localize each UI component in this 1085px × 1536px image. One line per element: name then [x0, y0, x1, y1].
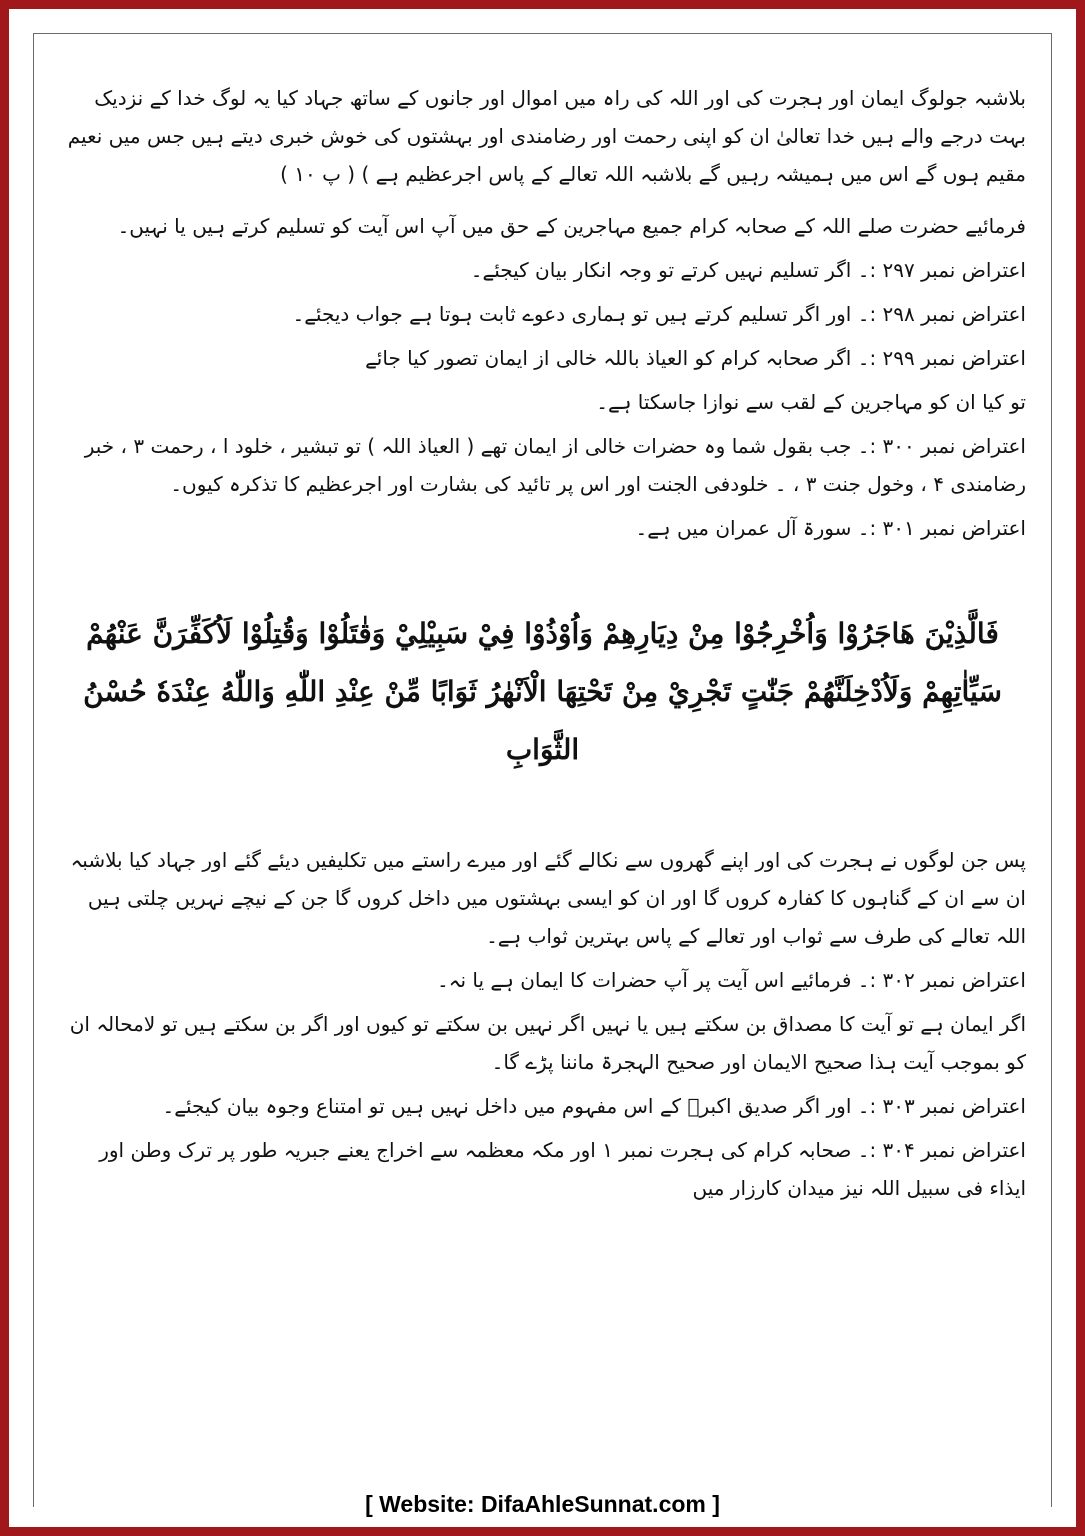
quran-verse: فَالَّذِيْنَ هَاجَرُوْا وَاُخْرِجُوْا مِنْ دِيَارِهِمْ وَاُوْذُوْا فِيْ سَبِيْلِيْ وَقٰتَلُوْا وَقُتِلُوْا لَاُكَفِّرَنَّ عَنْهُمْ سَيِّاٰتِهِمْ وَلَاُدْخِلَنَّهُمْ جَنّٰتٍ تَجْرِيْ مِنْ تَحْتِهَا الْاَنْهٰرُ ثَوَابًا مِّنْ عِنْدِ اللّٰهِ وَاللّٰهُ عِنْدَهٗ حُسْنُ الثَّوَابِ [83, 617, 1002, 766]
objection-302-continued: اگر ایمان ہے تو آیت کا مصداق بن سکتے ہیں یا نہیں اگر نہیں بن سکتے تو کیوں اور اگر بن سکتے ہیں تو لامحالہ ان کو بموجب آیت ہذا صحیح الایمان اور صحیح الہجرۃ ماننا پڑے گا۔ [69, 1012, 1026, 1074]
document-body [59, 79, 1026, 1213]
verse-translation: پس جن لوگوں نے ہجرت کی اور اپنے گھروں سے نکالے گئے اور میرے راستے میں تکلیفیں دیئے گئے اور جہاد کیا بلاشبہ ان سے ان کے گناہوں کا کفارہ کروں گا اور ان کو ایسی بہشتوں میں داخل کروں گا جن کے نیچے نہریں چلتی ہیں اللہ تعالے کی طرف سے ثواب اور تعالے کے پاس بہترین ثواب ہے۔ [70, 848, 1026, 948]
paragraph-verse-translation: بلاشبہ جولوگ ایمان اور ہجرت کی اور اللہ کی راہ میں اموال اور جانوں کے ساتھ جہاد کیا یہ لوگ خدا کے نزدیک بہت درجے والے ہیں خدا تعالیٰ ان کو اپنی رحمت اور رضامندی اور بہشتوں کی خوش خبری دیتے ہیں جس میں نعیم مقیم ہوں گے اس میں ہمیشہ رہیں گے بلاشبہ اللہ تعالے کے پاس اجرعظیم ہے ) ( پ ۱۰ ) [67, 86, 1026, 186]
objection-299: اعتراض نمبر ۲۹۹ :۔ اگر صحابہ کرام کو العیاذ باللہ خالی از ایمان تصور کیا جائے [365, 346, 1026, 370]
objection-298: اعتراض نمبر ۲۹۸ :۔ اور اگر تسلیم کرتے ہیں تو ہماری دعوے ثابت ہوتا ہے جواب دیجئے۔ [292, 302, 1026, 326]
paragraph-question: فرمائیے حضرت صلے اللہ کے صحابہ کرام جمیع مہاجرین کے حق میں آپ اس آیت کو تسلیم کرتے ہیں یا نہیں۔ [117, 214, 1026, 238]
website-footer: [ Website: DifaAhleSunnat.com ] [365, 1491, 720, 1517]
objection-301: اعتراض نمبر ۳۰۱ :۔ سورۃ آل عمران میں ہے۔ [635, 516, 1026, 540]
objection-302: اعتراض نمبر ۳۰۲ :۔ فرمائیے اس آیت پر آپ حضرات کا ایمان ہے یا نہ۔ [437, 968, 1026, 992]
objection-297: اعتراض نمبر ۲۹۷ :۔ اگر تسلیم نہیں کرتے تو وجہ انکار بیان کیجئے۔ [470, 258, 1026, 282]
objection-299-continued: تو کیا ان کو مہاجرین کے لقب سے نوازا جاسکتا ہے۔ [596, 390, 1026, 414]
objection-304: اعتراض نمبر ۳۰۴ :۔ صحابہ کرام کی ہجرت نمبر ۱ اور مکہ معظمہ سے اخراج یعنے جبریہ طور پر ترک وطن اور ایذاء فی سبیل اللہ نیز میدان کارزار میں [99, 1138, 1026, 1200]
objection-303: اعتراض نمبر ۳۰۳ :۔ اور اگر صدیق اکبرؓ کے اس مفہوم میں داخل نہیں ہیں تو امتناع وجوہ بیان کیجئے۔ [162, 1094, 1026, 1118]
objection-300: اعتراض نمبر ۳۰۰ :۔ جب بقول شما وہ حضرات خالی از ایمان تھے ( العیاذ اللہ ) تو تبشیر ، خلود ا ، رحمت ۳ ، خبر رضامندی ۴ ، وخول جنت ۳ ، ۔ خلودفی الجنت اور اس پر تائید کی بشارت اور اجرعظیم کا تذکرہ کیوں۔ [84, 434, 1026, 496]
